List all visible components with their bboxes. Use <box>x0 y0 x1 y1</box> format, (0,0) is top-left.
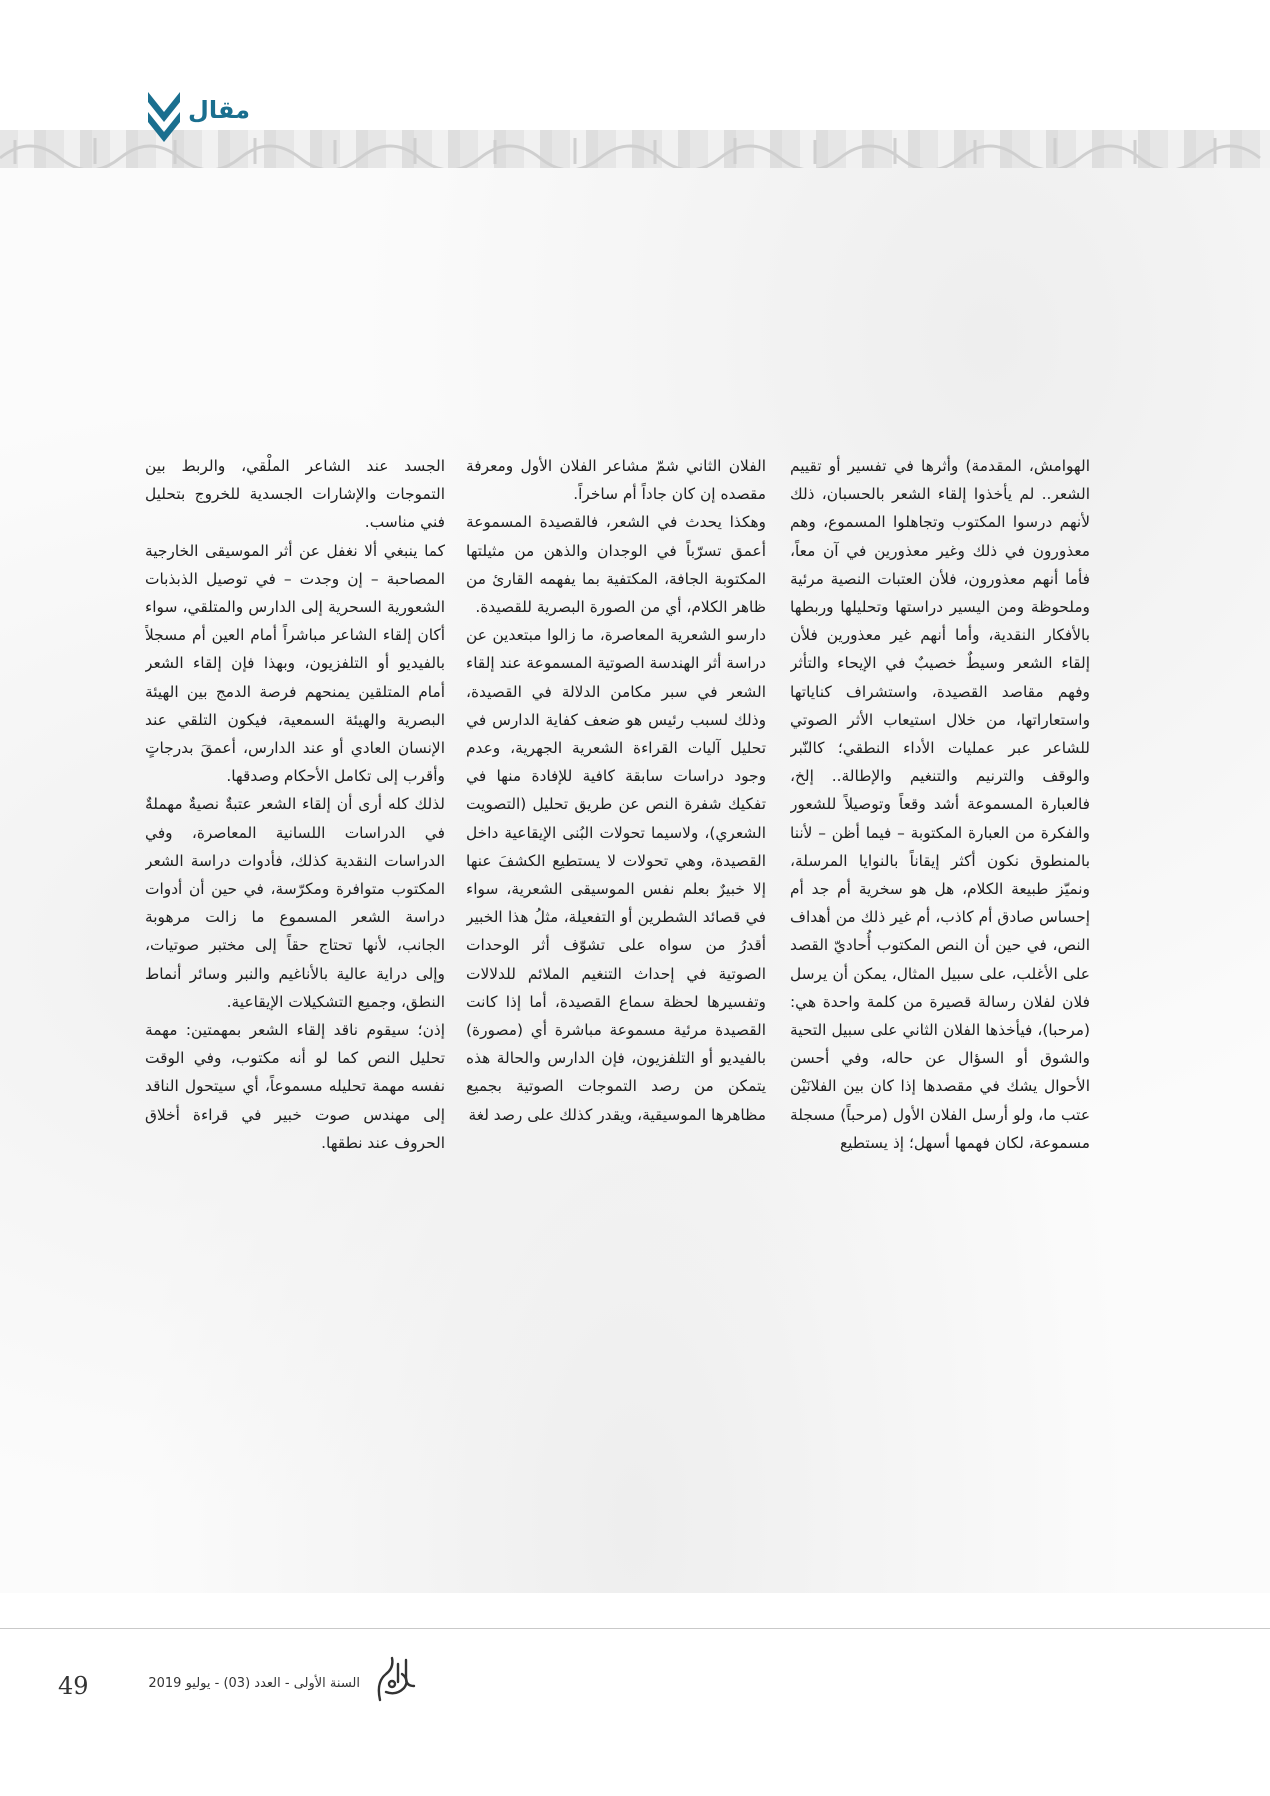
paragraph: الهوامش، المقدمة) وأثرها في تفسير أو تقييم الشعر.. لم يأخذوا إلقاء الشعر بالحسبان، ذلك لأنهم درسوا المكتوب وتجاهلوا المسموع، وهم معذورون في ذلك وغير معذورين في آن معاً، فأما أنهم معذورون، فلأن العتبات النصية مرئية وملحوظة ومن اليسير دراستها وتحليلها وربطها بالأفكار النقدية، وأما أنهم غير معذورين فلأن إلقاء الشعر وسيطٌ خصيبٌ في الإيحاء والتأثر وفهم مقاصد القصيدة، واستشراف كناياتها واستعاراتها، من خلال استيعاب الأثر الصوتي للشاعر عبر عمليات الأداء النطقي؛ كالنّبر والوقف والترنيم والتنغيم والإطالة.. إلخ، فالعبارة المسموعة أشد وقعاً وتوصيلاً للشعور والفكرة من العبارة المكتوبة – فيما أظن – لأننا بالمنطوق نكون أكثر إيقاناً بالنوايا المرسلة، ونميّز طبيعة الكلام، هل هو سخرية أم جد أم إحساس صادق أم كاذب، أم غير ذلك من أهداف النص، في حين أن النص المكتوب أُحاديّ القصد على الأغلب، على سبيل المثال، يمكن أن يرسل فلان لفلان رسالة قصيرة من كلمة واحدة هي: (مرحبا)، فيأخذها الفلان الثاني على سبيل التحية والشوق أو السؤال عن حاله، وفي أحسن الأحوال يشك في مقصدها إذا كان بين الفلانَيْن عتب ما، ولو أرسل الفلان الأول (مرحباً) مسجلة مسموعة، لكان فهمها أسهل؛ إذ يستطيع <box>790 457 1090 1152</box>
magazine-logo-icon <box>372 1652 418 1708</box>
paragraph: الجسد عند الشاعر الملْقي، والربط بين التموجات والإشارات الجسدية للخروج بتحليل فني مناسب. <box>145 457 445 532</box>
paragraph: إذن؛ سيقوم ناقد إلقاء الشعر بمهمتين: مهمة تحليل النص كما لو أنه مكتوب، وفي الوقت نفسه مهمة تحليله مسموعاً، أي سيتحول الناقد إلى مهندس صوت خبير في قراءة أخلاق الحروف عند نطقها. <box>145 1021 445 1152</box>
footer-divider <box>0 1628 1270 1629</box>
calligraphy-pattern <box>0 130 1270 168</box>
page-number: 49 <box>58 1672 89 1700</box>
article-column-middle <box>466 452 766 1502</box>
article-column-left <box>145 452 445 1502</box>
paragraph: الفلان الثاني شمّ مشاعر الفلان الأول ومعرفة مقصده إن كان جاداً أم ساخراً. <box>466 457 766 504</box>
issue-info: السنة الأولى - العدد (03) - يوليو 2019 <box>148 1676 360 1691</box>
double-chevron-down-icon <box>146 90 182 144</box>
article-column-right <box>790 452 1090 1502</box>
paragraph: وهكذا يحدث في الشعر، فالقصيدة المسموعة أعمق تسرّباً في الوجدان والذهن من مثيلتها المكتوبة الجافة، المكتفية بما يفهمه القارئ من ظاهر الكلام، أي من الصورة البصرية للقصيدة. <box>466 513 766 617</box>
section-label: مقال <box>188 96 250 124</box>
paragraph: لذلك كله أرى أن إلقاء الشعر عتبةٌ نصيةٌ مهملةٌ في الدراسات اللسانية المعاصرة، وفي الدراسات النقدية كذلك، فأدوات دراسة الشعر المكتوب متوافرة ومكرّسة، في حين أن أدوات دراسة الشعر المسموع ما زالت مرهوبة الجانب، لأنها تحتاج حقاً إلى مختبر صوتيات، وإلى دراية عالية بالأناغيم والنبر وسائر أنماط النطق، وجميع التشكيلات الإيقاعية. <box>145 795 445 1011</box>
decorative-header-band <box>0 130 1270 168</box>
paragraph: كما ينبغي ألا نغفل عن أثر الموسيقى الخارجية المصاحبة – إن وجدت – في توصيل الذبذبات الشعورية السحرية إلى الدارس والمتلقي، سواء أكان إلقاء الشاعر مباشراً أمام العين أم مسجلاً بالفيديو أو التلفزيون، وبهذا فإن إلقاء الشعر أمام المتلقين يمنحهم فرصة الدمج بين الهيئة البصرية والهيئة السمعية، فيكون التلقي عند الإنسان العادي أو عند الدارس، أعمقَ بدرجاتٍ وأقرب إلى تكامل الأحكام وصدقها. <box>145 541 445 786</box>
paragraph: دارسو الشعرية المعاصرة، ما زالوا مبتعدين عن دراسة أثر الهندسة الصوتية المسموعة عند إلقاء الشعر في سبر مكامن الدلالة في القصيدة، وذلك لسبب رئيس هو ضعف كفاية الدارس في تحليل آليات القراءة الشعرية الجهرية، وعدم وجود دراسات سابقة كافية للإفادة منها في تفكيك شفرة النص عن طريق تحليل (التصويت الشعري)، ولاسيما تحولات البُنى الإيقاعية داخل القصيدة، وهي تحولات لا يستطيع الكشفَ عنها إلا خبيرٌ بعلم نفس الموسيقى الشعرية، سواء في قصائد الشطرين أو التفعيلة، مثلُ هذا الخبير أقدرُ من سواه على تشوّف أثر الوحدات الصوتية في إحداث التنغيم الملائم للدلالات وتفسيرها لحظة سماع القصيدة، أما إذا كانت القصيدة مرئية مسموعة مباشرة أي (مصورة) بالفيديو أو التلفزيون، فإن الدارس والحالة هذه يتمكن من رصد التموجات الصوتية بجميع مظاهرها الموسيقية، ويقدر كذلك على رصد لغة <box>466 626 766 1124</box>
